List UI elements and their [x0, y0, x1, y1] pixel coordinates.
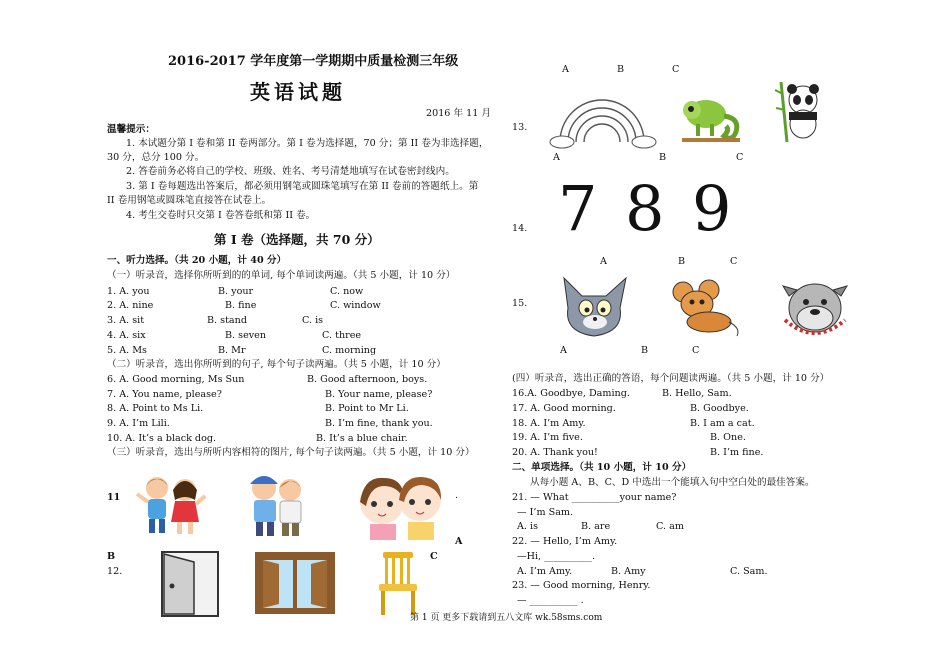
q11-period: .	[455, 490, 459, 501]
q13-top-label-a: A	[562, 64, 569, 75]
notice-line: 30 分，总分 100 分。	[107, 152, 205, 163]
q5-option-c: C. morning	[322, 345, 377, 356]
listening-sub4: (四）听录音，选出正确的答语，每个问题读两遍。（共 5 小题，计 10 分）	[512, 373, 830, 384]
q22-question: 22. — Hello, I’m Amy.	[512, 536, 618, 547]
q1-option-a: 1. A. you	[107, 286, 150, 297]
q11-label-a: A	[455, 536, 463, 547]
q9-option-b: B. I’m fine, thank you.	[325, 418, 433, 429]
q15-number: 15.	[512, 298, 528, 309]
q17-option-b: B. Goodbye.	[690, 403, 749, 414]
cat-tom-picture	[556, 274, 632, 340]
q3-option-a: 3. A. sit	[107, 315, 145, 326]
q3-option-c: C. is	[302, 315, 324, 326]
q7-option-a: 7. A. You name, please?	[107, 389, 222, 400]
q20-option-a: 20. A. Thank you!	[512, 447, 598, 458]
q6-option-a: 6. A. Good morning, Ms Sun	[107, 374, 245, 385]
q8-option-b: B. Point to Mr Li.	[325, 403, 409, 414]
digit-nine: 9	[692, 172, 732, 245]
q16-option-b: B. Hello, Sam.	[662, 388, 732, 399]
q12-label-b: B	[107, 551, 116, 562]
chair-picture	[375, 550, 421, 616]
q15-top-label-c: C	[730, 256, 738, 267]
q16-option-a: 16.A. Goodbye, Daming.	[512, 388, 630, 399]
bulldog-picture	[779, 276, 851, 340]
mouse-jerry-picture	[665, 278, 743, 340]
q2-option-c: C. window	[330, 300, 381, 311]
q15-bottom-label-a: A	[560, 345, 567, 356]
q22-option-a: A. I’m Amy.	[517, 566, 573, 577]
notice-line: 4. 考生交卷时只交第 I 卷答卷纸和第 II 卷。	[126, 210, 316, 221]
single-choice-intro: 从每小题 A、B、C、D 中选出一个能填入句中空白处的最佳答案。	[530, 477, 815, 488]
notice-line: 1. 本试题分第 I 卷和第 II 卷两部分。第 I 卷为选择题，70 分；第 II 卷为非选择题，	[126, 138, 489, 149]
q13-number: 13.	[512, 122, 528, 133]
q21-question: 21. — What __________your name?	[512, 492, 677, 503]
door-picture	[160, 550, 222, 618]
q21-option-c: C. am	[656, 521, 684, 532]
q13-bottom-label-c: C	[736, 152, 744, 163]
q11-number: 11	[107, 492, 121, 503]
page-footer: 第 1 页 更多下载请到五八文库 wk.58sms.com	[410, 613, 603, 623]
q22-option-c: C. Sam.	[730, 566, 768, 577]
q15-bottom-label-b: B	[641, 345, 649, 356]
q18-option-b: B. I am a cat.	[690, 418, 755, 429]
q9-option-a: 9. A. I’m Lili.	[107, 418, 170, 429]
q1-option-c: C. now	[330, 286, 364, 297]
digit-seven: 7	[558, 172, 598, 245]
q22-option-b: B. Amy	[611, 566, 646, 577]
q23-reply: — __________ .	[517, 595, 584, 606]
exam-date: 2016 年 11 月	[426, 108, 491, 119]
panda-picture	[773, 80, 833, 144]
q21-option-a: A. is	[517, 521, 539, 532]
q13-top-label-b: B	[617, 64, 625, 75]
chameleon-picture	[678, 88, 744, 148]
notice-line: 2. 答卷前务必将自己的学校、班级、姓名、考号清楚地填写在试卷密封线内。	[126, 166, 455, 177]
q12-number: 12.	[107, 566, 123, 577]
q13-bottom-label-b: B	[659, 152, 667, 163]
q2-option-a: 2. A. nine	[107, 300, 154, 311]
girls-picture	[350, 472, 448, 540]
q17-option-a: 17. A. Good morning.	[512, 403, 616, 414]
listening-sub1: （一）听录音，选择你所听到的的单词, 每个单词读两遍。（共 5 小题，计 10 分）	[107, 270, 456, 281]
q1-option-b: B. your	[218, 286, 254, 297]
single-choice-heading: 二、单项选择。（共 10 小题，计 10 分）	[512, 462, 692, 473]
q12-label-c: C	[430, 551, 438, 562]
listening-heading: 一、听力选择。（共 20 小题，计 40 分）	[107, 255, 287, 266]
digit-eight: 8	[625, 172, 665, 245]
q4-option-b: B. seven	[225, 330, 267, 341]
exam-subtitle: 英语试题	[250, 80, 346, 104]
q13-bottom-label-a: A	[553, 152, 560, 163]
q20-option-b: B. I’m fine.	[710, 447, 764, 458]
q15-bottom-label-c: C	[692, 345, 700, 356]
q15-top-label-b: B	[678, 256, 686, 267]
q10-option-b: B. It’s a blue chair.	[316, 433, 408, 444]
part1-title: 第 I 卷（选择题，共 70 分）	[214, 232, 380, 247]
q8-option-a: 8. A. Point to Ms Li.	[107, 403, 204, 414]
q19-option-b: B. One.	[710, 432, 746, 443]
q13-top-label-c: C	[672, 64, 680, 75]
q21-reply: — I’m Sam.	[517, 507, 574, 518]
q22-reply: —Hi, __________.	[517, 551, 596, 562]
q23-question: 23. — Good morning, Henry.	[512, 580, 651, 591]
q7-option-b: B. Your name, please?	[325, 389, 433, 400]
q14-number: 14.	[512, 223, 528, 234]
q5-option-a: 5. A. Ms	[107, 345, 147, 356]
notice-line: 3. 第 I 卷每题选出答案后，都必须用钢笔或圆珠笔填写在第 II 卷前的答题纸上。第	[126, 181, 479, 192]
boys-picture	[242, 470, 310, 540]
notice-heading: 温馨提示：	[107, 124, 155, 135]
q4-option-c: C. three	[322, 330, 362, 341]
q21-option-b: B. are	[581, 521, 611, 532]
q4-option-a: 4. A. six	[107, 330, 146, 341]
q5-option-b: B. Mr	[218, 345, 246, 356]
notice-line: II 卷用钢笔或圆珠笔直接答在试卷上。	[107, 195, 272, 206]
q6-option-b: B. Good afternoon, boys.	[307, 374, 428, 385]
exam-title: 2016-2017 学年度第一学期期中质量检测三年级	[168, 54, 459, 69]
listening-sub2: （二）听录音，选出你所听到的句子, 每个句子读两遍。（共 5 小题，计 10 分）	[107, 359, 446, 370]
q18-option-a: 18. A. I’m Amy.	[512, 418, 586, 429]
q19-option-a: 19. A. I’m five.	[512, 432, 583, 443]
listening-sub3: （三）听录音，选出与所听内容相符的图片, 每个句子读两遍。（共 5 小题，计 10 分）	[107, 447, 475, 458]
q3-option-b: B. stand	[207, 315, 247, 326]
q10-option-a: 10. A. It’s a black dog.	[107, 433, 217, 444]
q15-top-label-a: A	[600, 256, 607, 267]
window-picture	[253, 550, 337, 616]
children-waving-picture	[133, 472, 208, 540]
rainbow-picture	[548, 84, 658, 150]
q2-option-b: B. fine	[225, 300, 257, 311]
